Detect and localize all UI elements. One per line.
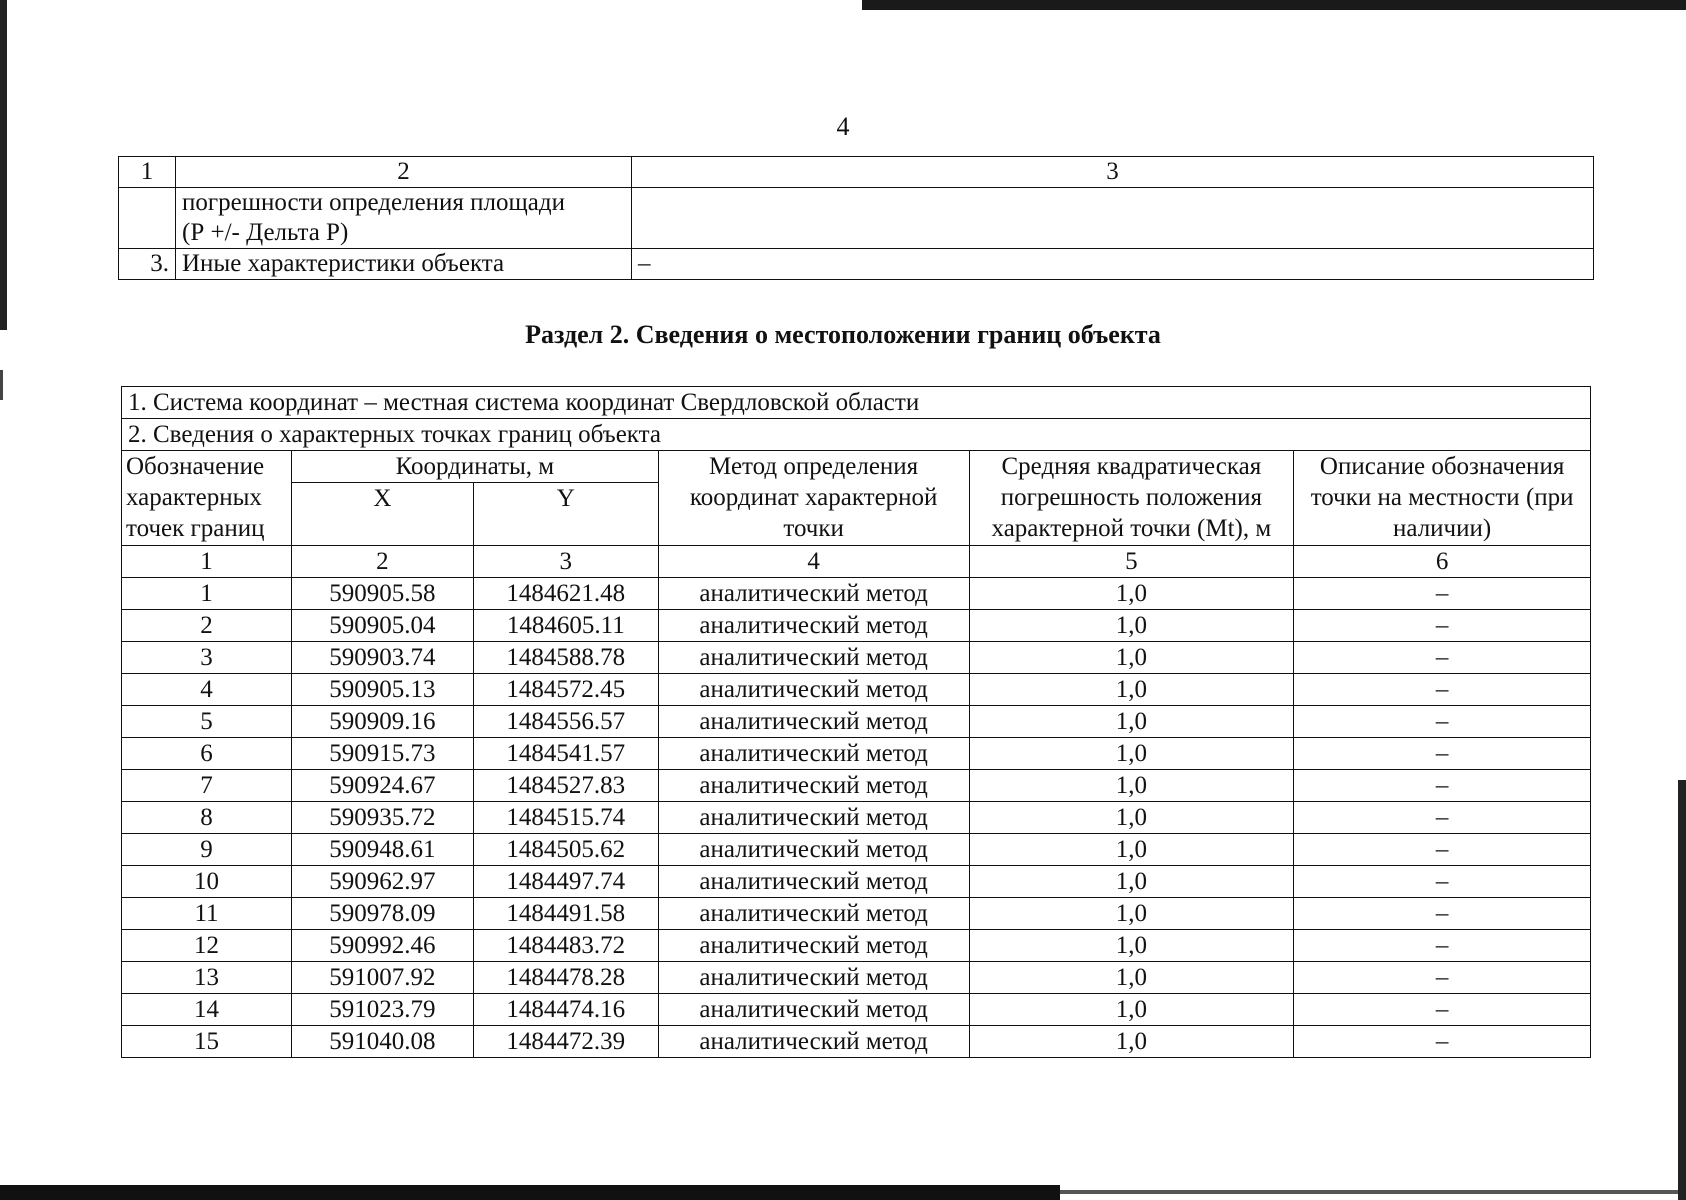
- y-coordinate-cell: 1484478.28: [473, 962, 658, 994]
- column-number-cell: 4: [658, 546, 969, 578]
- y-coordinate-cell: 1484556.57: [473, 706, 658, 738]
- method-cell: аналитический метод: [658, 642, 969, 674]
- y-coordinate-cell: 1484605.11: [473, 610, 658, 642]
- y-coordinate-cell: 1484588.78: [473, 642, 658, 674]
- x-coordinate-cell: 590915.73: [291, 738, 473, 770]
- point-number-cell: 6: [122, 738, 292, 770]
- description-cell: –: [1294, 1026, 1591, 1058]
- x-coordinate-cell: 591040.08: [291, 1026, 473, 1058]
- x-coordinate-cell: 591023.79: [291, 994, 473, 1026]
- x-coordinate-cell: 590962.97: [291, 866, 473, 898]
- label-line: погрешности определения площади: [182, 189, 565, 216]
- x-coordinate-cell: 590905.13: [291, 674, 473, 706]
- x-coordinate-cell: 590935.72: [291, 802, 473, 834]
- top-table-row: [119, 188, 1594, 249]
- x-coordinate-cell: 590909.16: [291, 706, 473, 738]
- table-row: [122, 610, 1591, 642]
- method-cell: аналитический метод: [658, 802, 969, 834]
- description-cell: –: [1294, 802, 1591, 834]
- description-cell: –: [1294, 962, 1591, 994]
- error-cell: 1,0: [969, 642, 1294, 674]
- description-cell: –: [1294, 834, 1591, 866]
- method-cell: аналитический метод: [658, 770, 969, 802]
- error-cell: 1,0: [969, 706, 1294, 738]
- method-cell: аналитический метод: [658, 866, 969, 898]
- y-coordinate-cell: 1484474.16: [473, 994, 658, 1026]
- header-row: [122, 451, 1591, 483]
- header-coordinates: Координаты, м: [291, 451, 658, 483]
- table-row: [122, 674, 1591, 706]
- top-table-value-cell: –: [632, 249, 1594, 280]
- point-number-cell: 8: [122, 802, 292, 834]
- error-cell: 1,0: [969, 674, 1294, 706]
- error-cell: 1,0: [969, 930, 1294, 962]
- x-coordinate-cell: 591007.92: [291, 962, 473, 994]
- table-row: [122, 642, 1591, 674]
- point-number-cell: 2: [122, 610, 292, 642]
- x-coordinate-cell: 590924.67: [291, 770, 473, 802]
- header-y: Y: [473, 483, 658, 546]
- header-error: Средняя квадратическая погрешность положения характерной точки (Mt), м: [969, 451, 1294, 546]
- point-number-cell: 1: [122, 578, 292, 610]
- top-table-num-cell: [119, 188, 176, 249]
- description-cell: –: [1294, 578, 1591, 610]
- table-row: [122, 834, 1591, 866]
- description-cell: –: [1294, 706, 1591, 738]
- header-designation: Обозначение характерных точек границ: [122, 451, 292, 546]
- point-number-cell: 3: [122, 642, 292, 674]
- top-table: [118, 156, 1594, 280]
- y-coordinate-cell: 1484505.62: [473, 834, 658, 866]
- y-coordinate-cell: 1484527.83: [473, 770, 658, 802]
- description-cell: –: [1294, 642, 1591, 674]
- scan-mark-left: [0, 370, 3, 400]
- point-number-cell: 14: [122, 994, 292, 1026]
- scan-edge-bottom-thin: [1060, 1190, 1686, 1194]
- error-cell: 1,0: [969, 802, 1294, 834]
- point-number-cell: 12: [122, 930, 292, 962]
- method-cell: аналитический метод: [658, 706, 969, 738]
- error-cell: 1,0: [969, 1026, 1294, 1058]
- method-cell: аналитический метод: [658, 994, 969, 1026]
- coordinate-system-row: [122, 387, 1591, 419]
- top-table-value-cell: [632, 188, 1594, 249]
- coordinate-system-cell: 1. Система координат – местная система координат Свердловской области: [122, 387, 1591, 419]
- coordinates-table: [121, 386, 1591, 1058]
- top-table-header-cell: 3: [632, 157, 1594, 188]
- column-numbers-row: [122, 546, 1591, 578]
- method-cell: аналитический метод: [658, 674, 969, 706]
- top-table-label-cell: Иные характеристики объекта: [176, 249, 632, 280]
- description-cell: –: [1294, 674, 1591, 706]
- y-coordinate-cell: 1484572.45: [473, 674, 658, 706]
- y-coordinate-cell: 1484497.74: [473, 866, 658, 898]
- point-number-cell: 11: [122, 898, 292, 930]
- top-table-label-cell: [176, 188, 632, 249]
- error-cell: 1,0: [969, 866, 1294, 898]
- error-cell: 1,0: [969, 834, 1294, 866]
- point-number-cell: 9: [122, 834, 292, 866]
- scan-edge-right: [1678, 780, 1686, 1200]
- column-number-cell: 6: [1294, 546, 1591, 578]
- point-number-cell: 10: [122, 866, 292, 898]
- point-rows: [122, 578, 1591, 1058]
- description-cell: –: [1294, 994, 1591, 1026]
- top-table-row: [119, 249, 1594, 280]
- method-cell: аналитический метод: [658, 738, 969, 770]
- error-cell: 1,0: [969, 578, 1294, 610]
- table-row: [122, 866, 1591, 898]
- error-cell: 1,0: [969, 898, 1294, 930]
- table-row: [122, 930, 1591, 962]
- method-cell: аналитический метод: [658, 1026, 969, 1058]
- table-row: [122, 770, 1591, 802]
- scan-edge-top: [862, 0, 1686, 10]
- method-cell: аналитический метод: [658, 578, 969, 610]
- top-table-header-cell: 1: [119, 157, 176, 188]
- y-coordinate-cell: 1484541.57: [473, 738, 658, 770]
- scan-edge-left: [0, 0, 7, 330]
- section-title: Раздел 2. Сведения о местоположении границ объекта: [525, 320, 1161, 349]
- table-row: [122, 578, 1591, 610]
- label-line: (Р +/- Дельта Р): [182, 219, 349, 246]
- y-coordinate-cell: 1484621.48: [473, 578, 658, 610]
- method-cell: аналитический метод: [658, 610, 969, 642]
- x-coordinate-cell: 590905.58: [291, 578, 473, 610]
- x-coordinate-cell: 590905.04: [291, 610, 473, 642]
- column-number-cell: 5: [969, 546, 1294, 578]
- header-description: Описание обозначения точки на местности (при наличии): [1294, 451, 1591, 546]
- description-cell: –: [1294, 610, 1591, 642]
- table-row: [122, 898, 1591, 930]
- table-row: [122, 1026, 1591, 1058]
- point-number-cell: 15: [122, 1026, 292, 1058]
- y-coordinate-cell: 1484483.72: [473, 930, 658, 962]
- description-cell: –: [1294, 930, 1591, 962]
- table-row: [122, 994, 1591, 1026]
- top-table-num-cell: 3.: [119, 249, 176, 280]
- error-cell: 1,0: [969, 994, 1294, 1026]
- method-cell: аналитический метод: [658, 834, 969, 866]
- column-number-cell: 1: [122, 546, 292, 578]
- scan-edge-bottom: [0, 1185, 1060, 1200]
- point-number-cell: 7: [122, 770, 292, 802]
- description-cell: –: [1294, 738, 1591, 770]
- points-info-cell: 2. Сведения о характерных точках границ объекта: [122, 419, 1591, 451]
- table-row: [122, 738, 1591, 770]
- description-cell: –: [1294, 866, 1591, 898]
- description-cell: –: [1294, 770, 1591, 802]
- description-cell: –: [1294, 898, 1591, 930]
- column-number-cell: 2: [291, 546, 473, 578]
- method-cell: аналитический метод: [658, 898, 969, 930]
- points-info-row: [122, 419, 1591, 451]
- method-cell: аналитический метод: [658, 962, 969, 994]
- top-table-header-row: [119, 157, 1594, 188]
- y-coordinate-cell: 1484515.74: [473, 802, 658, 834]
- point-number-cell: 5: [122, 706, 292, 738]
- y-coordinate-cell: 1484491.58: [473, 898, 658, 930]
- header-method: Метод определения координат характерной точки: [658, 451, 969, 546]
- table-row: [122, 802, 1591, 834]
- column-number-cell: 3: [473, 546, 658, 578]
- x-coordinate-cell: 590992.46: [291, 930, 473, 962]
- x-coordinate-cell: 590903.74: [291, 642, 473, 674]
- point-number-cell: 4: [122, 674, 292, 706]
- top-table-header-cell: 2: [176, 157, 632, 188]
- table-row: [122, 962, 1591, 994]
- error-cell: 1,0: [969, 770, 1294, 802]
- x-coordinate-cell: 590948.61: [291, 834, 473, 866]
- error-cell: 1,0: [969, 962, 1294, 994]
- point-number-cell: 13: [122, 962, 292, 994]
- method-cell: аналитический метод: [658, 930, 969, 962]
- x-coordinate-cell: 590978.09: [291, 898, 473, 930]
- page-number: 4: [836, 112, 850, 141]
- error-cell: 1,0: [969, 610, 1294, 642]
- error-cell: 1,0: [969, 738, 1294, 770]
- table-row: [122, 706, 1591, 738]
- header-x: X: [291, 483, 473, 546]
- y-coordinate-cell: 1484472.39: [473, 1026, 658, 1058]
